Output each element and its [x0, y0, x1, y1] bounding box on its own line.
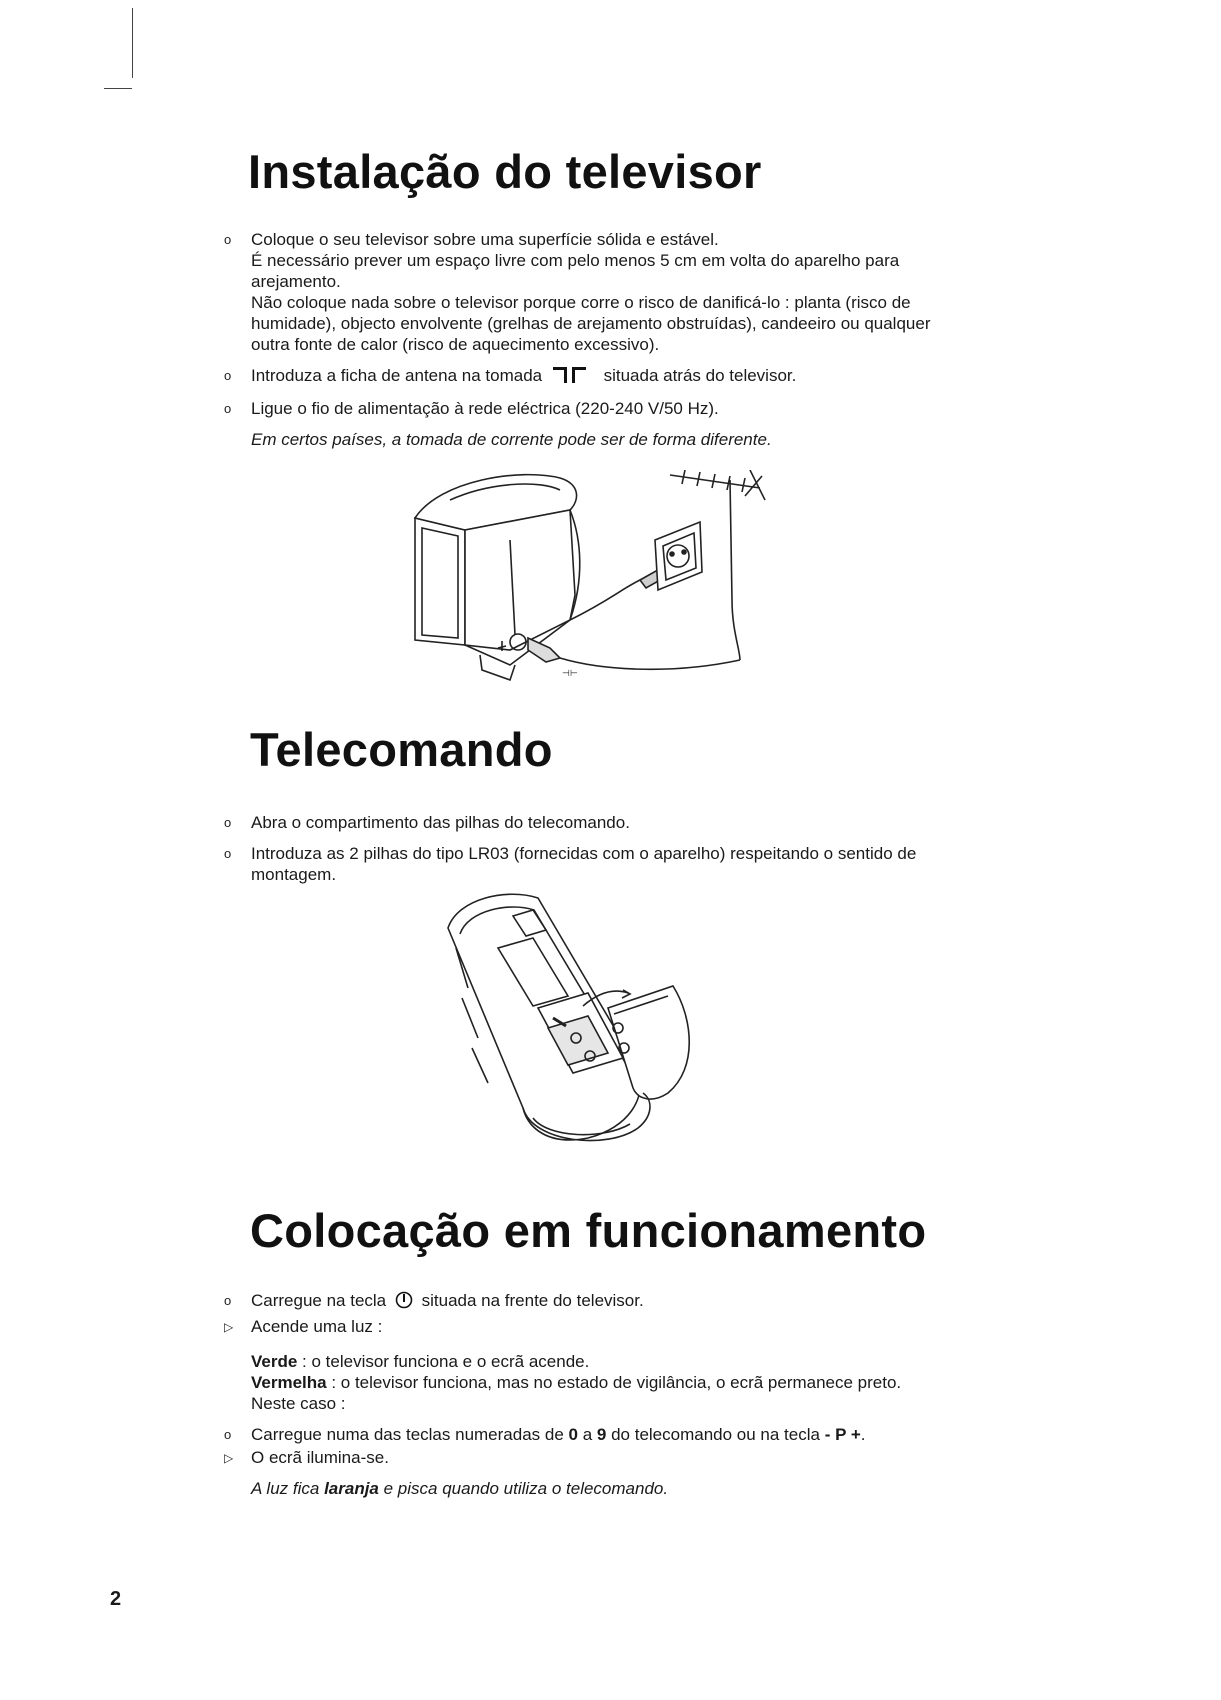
list-item [224, 1447, 964, 1468]
installation-item1-line2: É necessário prever um espaço livre com pelo menos 5 cm em volta do aparelho para arejamento. [251, 251, 900, 291]
startup-item2-a: Carregue numa das teclas numeradas de [251, 1425, 569, 1444]
startup-note-b: e pisca quando utiliza o telecomando. [378, 1479, 669, 1498]
green-text: : o televisor funciona e o ecrã acende. [297, 1352, 590, 1371]
startup-item2-num0: 0 [568, 1425, 578, 1444]
startup-result1: Acende uma luz : [251, 1317, 383, 1336]
bullet-circle-icon: o [224, 815, 232, 830]
list-item [224, 1290, 964, 1314]
svg-text:⊣⊢: ⊣⊢ [562, 668, 578, 678]
startup-item2-c: do telecomando ou na tecla [606, 1425, 825, 1444]
installation-item1-line1: Coloque o seu televisor sobre uma superfície sólida e estável. [251, 230, 719, 249]
remote-item2: Introduza as 2 pilhas do tipo LR03 (fornecidas com o aparelho) respeitando o sentido de montagem. [251, 844, 917, 884]
case-text: Neste caso : [251, 1394, 346, 1413]
remote-item1: Abra o compartimento das pilhas do telecomando. [251, 813, 630, 832]
red-text: : o televisor funciona, mas no estado de vigilância, o ecrã permanece preto. [326, 1373, 902, 1392]
green-label: Verde [251, 1352, 298, 1371]
startup-note-a: A luz fica [251, 1479, 325, 1498]
tv-connection-illustration [410, 470, 830, 695]
status-light-description [224, 1351, 964, 1414]
startup-result2: O ecrã ilumina-se. [251, 1448, 389, 1467]
installation-item1-line3: Não coloque nada sobre o televisor porque corre o risco de danificá-lo : planta (risco de humidade), objecto envolvente (grelhas de arejamento obstruídas), candeeiro ou qualquer outra fonte de calor (risco de aquecimento excessivo). [251, 293, 931, 354]
heading-remote: Telecomando [250, 723, 553, 776]
bullet-circle-icon: o [224, 1293, 232, 1308]
installation-item2-before: Introduza a ficha de antena na tomada [251, 366, 543, 385]
installation-note: Em certos países, a tomada de corrente pode ser de forma diferente. [251, 430, 772, 449]
startup-item2-d: . [860, 1425, 866, 1444]
remote-battery-illustration [438, 888, 718, 1153]
startup-item1-after: situada na frente do televisor. [421, 1291, 644, 1310]
startup-item2-b: a [577, 1425, 597, 1444]
page-number: 2 [110, 1588, 122, 1610]
startup-note-orange: laranja [324, 1479, 379, 1498]
result-arrow-icon: ▷ [224, 1320, 234, 1334]
startup-item2-num9: 9 [596, 1425, 607, 1444]
startup-section [224, 1290, 964, 1499]
list-item [224, 398, 964, 419]
crop-mark-horizontal [104, 88, 132, 89]
bullet-circle-icon: o [224, 232, 232, 247]
red-label: Vermelha [251, 1373, 327, 1392]
bullet-circle-icon: o [224, 401, 232, 416]
remote-section [224, 812, 964, 895]
startup-item1-before: Carregue na tecla [251, 1291, 387, 1310]
crop-mark-vertical [132, 8, 133, 78]
list-item [224, 229, 964, 355]
installation-item2-after: situada atrás do televisor. [603, 366, 797, 385]
startup-item2-key: - P + [824, 1425, 861, 1444]
installation-section [224, 229, 964, 450]
list-item [224, 1316, 964, 1337]
heading-startup: Colocação em funcionamento [250, 1204, 927, 1257]
list-item [224, 812, 964, 833]
installation-item3: Ligue o fio de alimentação à rede eléctrica (220-240 V/50 Hz). [251, 399, 719, 418]
list-item [224, 365, 964, 388]
list-item [224, 1424, 964, 1445]
result-arrow-icon: ▷ [224, 1451, 234, 1465]
heading-installation: Instalação do televisor [248, 145, 762, 198]
power-button-icon [395, 1291, 413, 1314]
bullet-circle-icon: o [224, 368, 232, 383]
antenna-socket-icon [553, 367, 593, 388]
bullet-circle-icon: o [224, 846, 232, 861]
list-item [224, 843, 964, 885]
startup-note [224, 1478, 964, 1499]
bullet-circle-icon: o [224, 1427, 232, 1442]
